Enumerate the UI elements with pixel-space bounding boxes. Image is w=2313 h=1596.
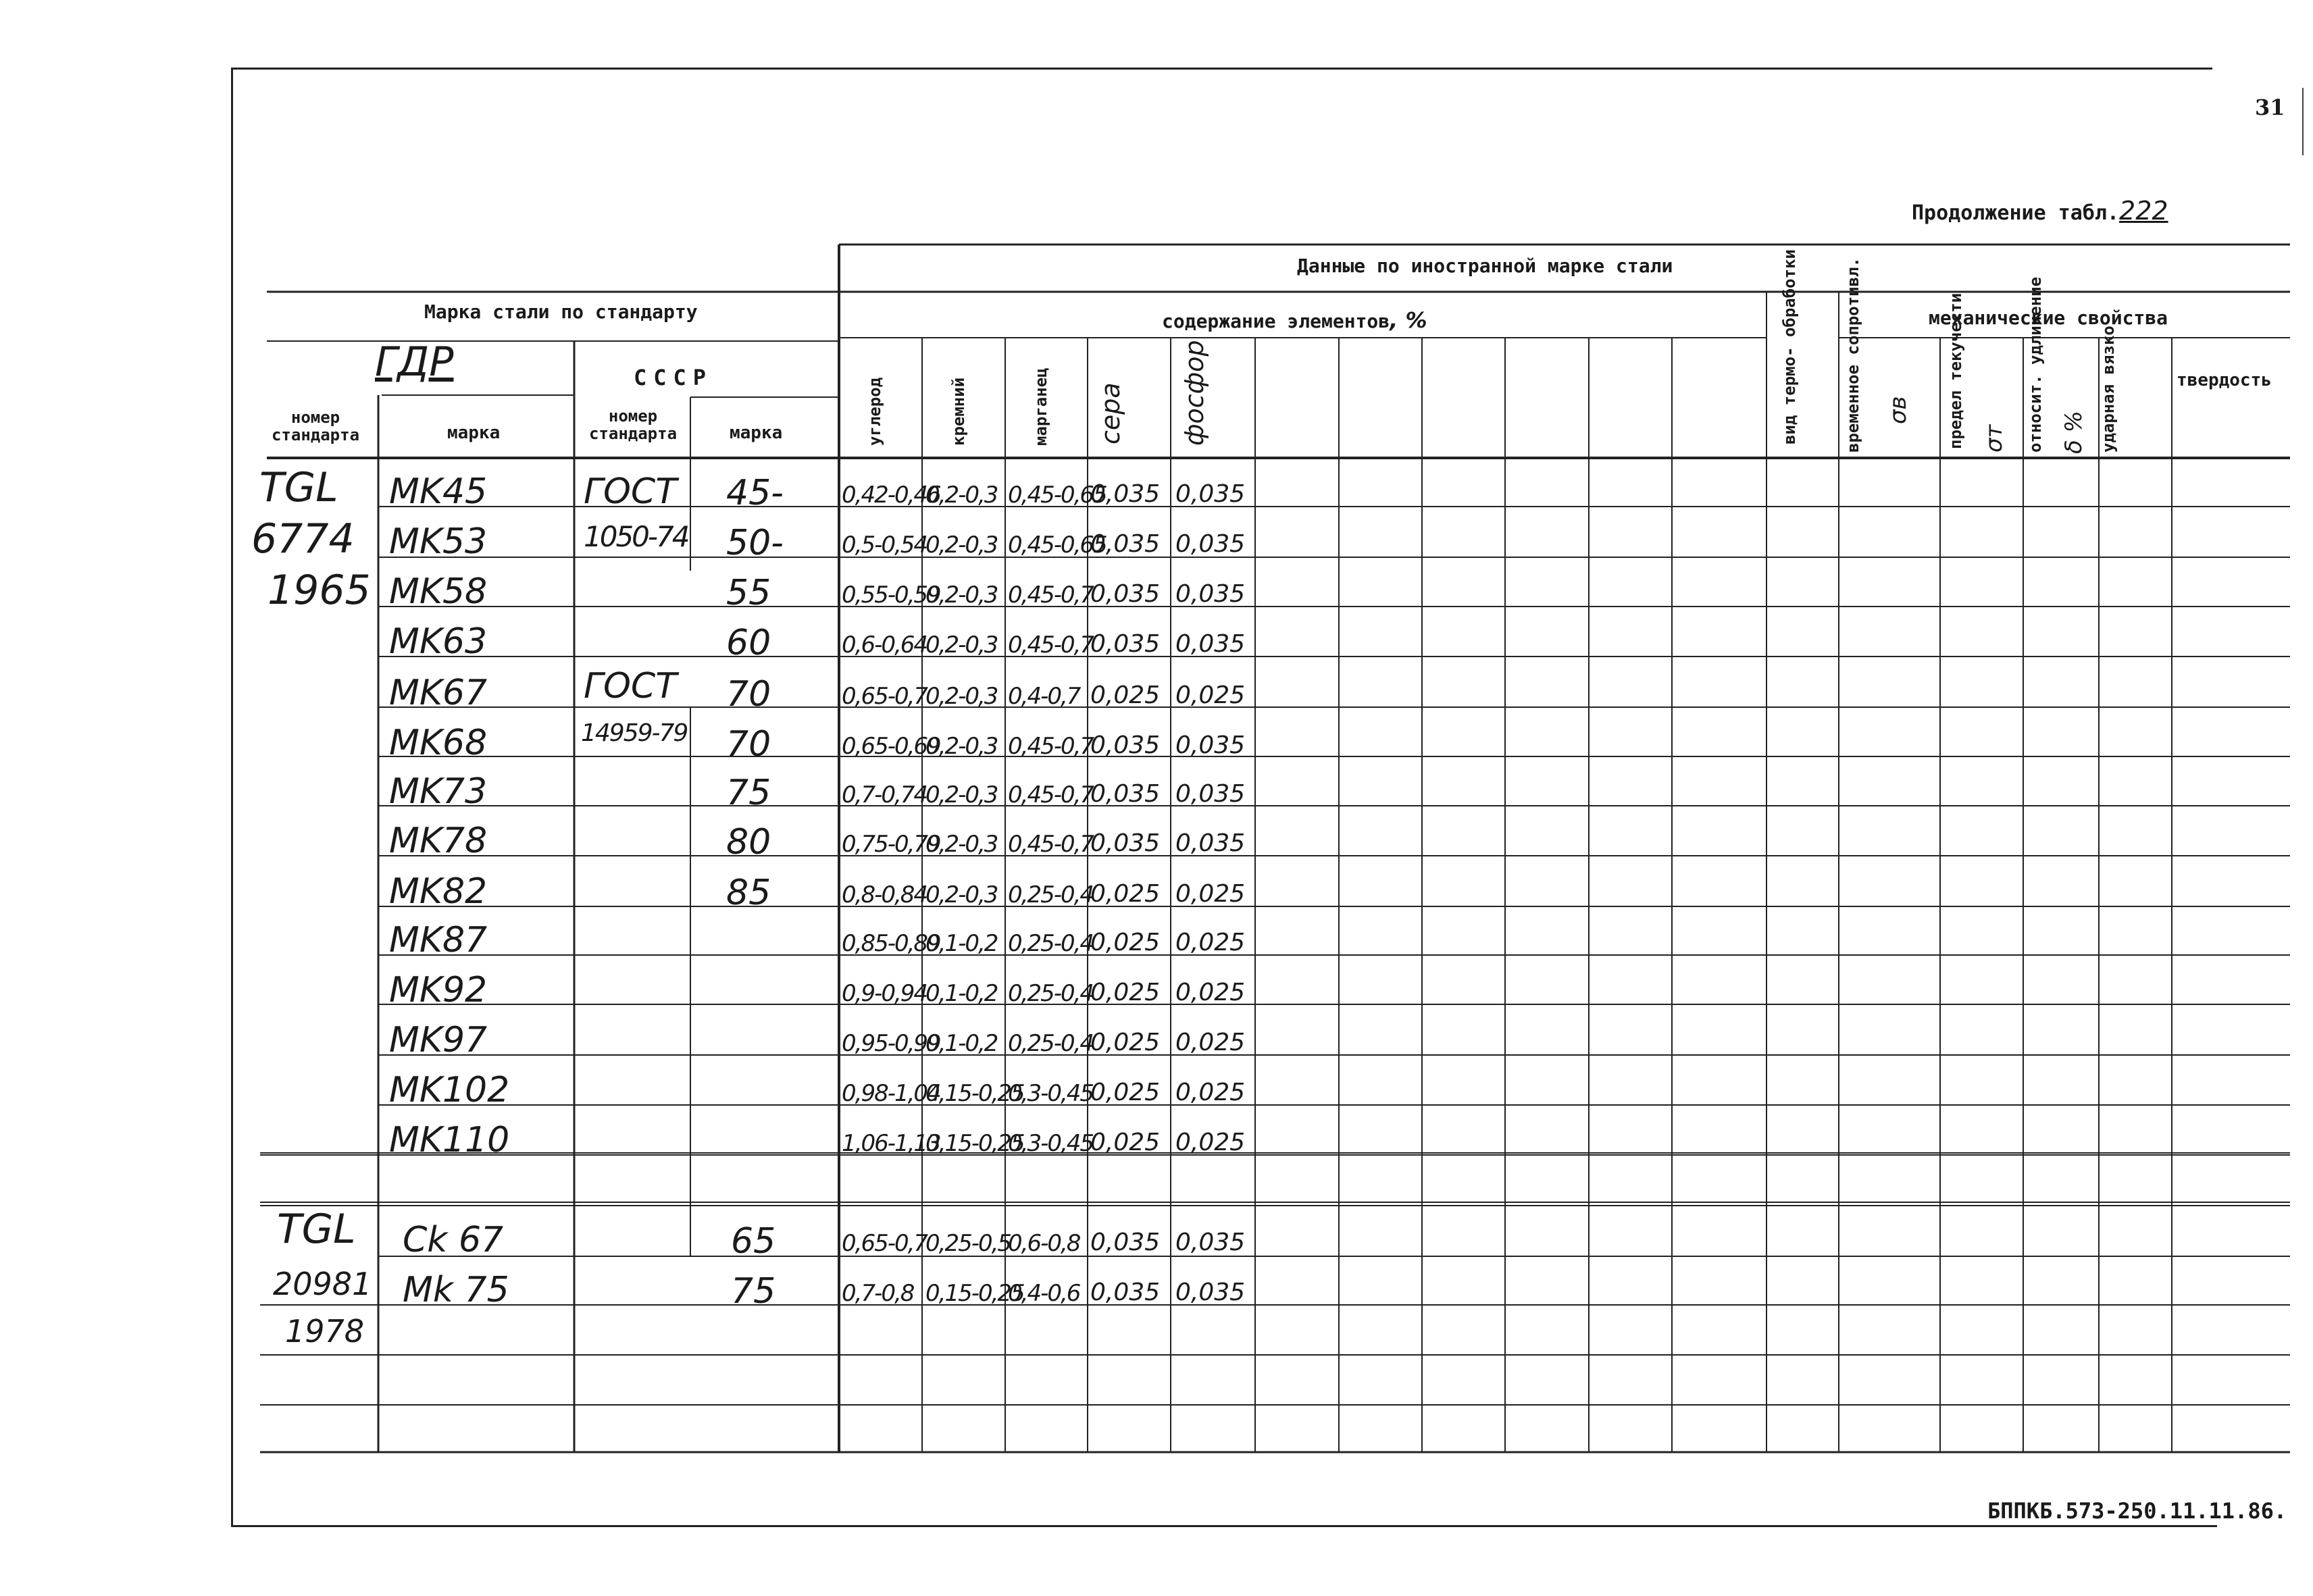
gdr-std-1-line2: 6774 [251, 515, 355, 563]
row-mn: 0,3-0,45 [1008, 1080, 1094, 1107]
row-p: 0,035 [1175, 731, 1246, 759]
row-p: 0,035 [1175, 630, 1246, 658]
row-grade: MK53 [389, 521, 488, 562]
row-mn: 0,45-0,7 [1008, 582, 1094, 609]
row-c: 0,65-0,7 [842, 1230, 927, 1257]
row-s: 0,025 [1090, 1079, 1161, 1106]
row-c: 0,75-0,79 [842, 831, 940, 858]
row-p: 0,035 [1175, 1229, 1246, 1256]
mech-properties-header: механические свойства [1929, 307, 2168, 329]
gdr-std-1-line1: TGL [259, 464, 338, 511]
row-mn: 0,45-0,65 [1008, 532, 1107, 559]
row-s: 0,035 [1090, 731, 1161, 759]
row-p: 0,035 [1175, 829, 1246, 857]
header-silicon: кремний [949, 377, 968, 446]
gdr-grade-header: марка [447, 423, 501, 443]
row-s: 0,025 [1090, 1129, 1161, 1156]
row-s: 0,035 [1090, 580, 1161, 608]
row-grade: MK67 [389, 673, 488, 713]
row-mn: 0,25-0,4 [1008, 980, 1094, 1007]
elements-content-label: содержание элементов [1162, 310, 1390, 332]
row-grade: MK87 [389, 920, 488, 960]
row-grade: MK82 [389, 871, 488, 912]
ussr-std-number-header: номер стандарта [588, 407, 678, 443]
row-mn: 0,6-0,8 [1008, 1230, 1080, 1257]
document-code: БППКБ.573-250.11.11.86. [1987, 1498, 2287, 1524]
row-c: 0,98-1,04 [842, 1080, 940, 1107]
row-p: 0,025 [1175, 880, 1246, 908]
row-ussr: 65 [731, 1221, 776, 1262]
ussr-grade-header: марка [730, 423, 783, 443]
row-mn: 0,3-0,45 [1008, 1130, 1094, 1157]
row-ussr: 85 [726, 873, 771, 913]
header-hardness: твердость [2177, 370, 2272, 390]
row-si: 0,2-0,3 [925, 881, 998, 908]
row-grade: MK68 [389, 723, 488, 763]
row-mn: 0,45-0,7 [1008, 632, 1094, 659]
row-grade: MK97 [389, 1020, 488, 1060]
row-mn: 0,4-0,7 [1008, 683, 1080, 710]
row-ussr: 70 [726, 724, 771, 765]
row-grade: MK45 [389, 471, 488, 512]
header-elongation-symbol: δ % [2060, 411, 2087, 454]
header-tensile: временное сопротивл. [1844, 257, 1862, 453]
gost-1-line1: ГОСТ [584, 471, 677, 512]
gdr-std-number-header: номер стандарта [271, 408, 360, 444]
row-si: 0,2-0,3 [925, 831, 998, 858]
row-c: 0,65-0,7 [842, 683, 927, 710]
row-c: 0,9-0,94 [842, 980, 927, 1007]
row-c: 1,06-1,13 [842, 1130, 940, 1157]
row-mn: 0,25-0,4 [1008, 930, 1094, 957]
row-mn: 0,45-0,7 [1008, 781, 1094, 808]
country-gdr: ГДР [375, 338, 454, 386]
row-s: 0,035 [1090, 829, 1161, 857]
row-c: 0,85-0,89 [842, 930, 940, 957]
row-s: 0,035 [1090, 480, 1161, 508]
foreign-data-header: Данные по иностранной марке стали [1297, 255, 1673, 277]
row-grade: Mk 75 [403, 1270, 509, 1310]
row-c: 0,7-0,8 [842, 1280, 914, 1307]
gdr-std-2-line1: TGL [277, 1206, 356, 1253]
header-phosphorus: фосфор [1179, 340, 1209, 446]
row-grade: MK73 [389, 771, 488, 812]
row-p: 0,025 [1175, 1079, 1246, 1106]
row-si: 0,2-0,3 [925, 781, 998, 808]
row-si: 0,2-0,3 [925, 532, 998, 559]
row-s: 0,025 [1090, 929, 1161, 956]
row-ussr: 50- [726, 523, 784, 563]
row-s: 0,025 [1090, 880, 1161, 908]
row-c: 0,8-0,84 [842, 881, 927, 908]
row-si: 0,25-0,5 [925, 1230, 1011, 1257]
row-s: 0,025 [1090, 1029, 1161, 1056]
row-si: 0,2-0,3 [925, 733, 998, 760]
row-c: 0,65-0,69 [842, 733, 940, 760]
row-si: 0,15-0,25 [925, 1280, 1024, 1307]
row-si: 0,15-0,25 [925, 1080, 1024, 1107]
page-number: 31 [2255, 95, 2285, 120]
header-yield: предел текучести [1946, 292, 1965, 449]
row-s: 0,035 [1090, 630, 1161, 658]
row-grade: MK58 [389, 571, 488, 612]
row-p: 0,025 [1175, 979, 1246, 1006]
header-yield-symbol: σт [1981, 424, 2008, 453]
gost-1-line2: 1050-74 [584, 520, 688, 553]
row-si: 0,2-0,3 [925, 632, 998, 659]
row-ussr: 45- [726, 473, 784, 513]
row-grade: MK63 [389, 621, 488, 662]
gost-2-line1: ГОСТ [584, 666, 677, 706]
row-c: 0,95-0,99 [842, 1030, 940, 1057]
row-s: 0,025 [1090, 681, 1161, 709]
gdr-std-1-line3: 1965 [268, 567, 371, 614]
elements-content-header [1162, 309, 1427, 331]
row-p: 0,025 [1175, 1129, 1246, 1156]
row-mn: 0,25-0,4 [1008, 881, 1094, 908]
row-s: 0,035 [1090, 1279, 1161, 1306]
row-si: 0,15-0,25 [925, 1130, 1024, 1157]
row-s: 0,025 [1090, 979, 1161, 1006]
row-si: 0,1-0,2 [925, 1030, 998, 1057]
row-ussr: 60 [726, 623, 771, 663]
row-ussr: 80 [726, 822, 771, 863]
gost-2-line2: 14959-79 [581, 719, 688, 747]
row-grade: MK110 [389, 1120, 510, 1160]
row-ussr: 70 [726, 674, 771, 715]
header-carbon: углерод [865, 377, 884, 446]
row-p: 0,025 [1175, 929, 1246, 956]
elements-unit: , % [1390, 307, 1427, 333]
row-c: 0,6-0,64 [842, 632, 927, 659]
row-ussr: 75 [726, 773, 771, 813]
row-p: 0,035 [1175, 480, 1246, 508]
row-si: 0,2-0,3 [925, 582, 998, 609]
row-p: 0,035 [1175, 530, 1246, 558]
header-impact: ударная вязко [2099, 326, 2118, 453]
row-mn: 0,25-0,4 [1008, 1030, 1094, 1057]
gdr-std-2-line3: 1978 [285, 1313, 365, 1349]
row-grade: MK92 [389, 970, 488, 1010]
row-s: 0,035 [1090, 780, 1161, 808]
row-p: 0,035 [1175, 780, 1246, 808]
row-grade: Ck 67 [403, 1220, 504, 1260]
row-mn: 0,45-0,7 [1008, 831, 1094, 858]
row-si: 0,1-0,2 [925, 930, 998, 957]
row-si: 0,2-0,3 [925, 482, 998, 509]
row-si: 0,1-0,2 [925, 980, 998, 1007]
row-s: 0,035 [1090, 530, 1161, 558]
row-c: 0,7-0,74 [842, 781, 927, 808]
row-mn: 0,45-0,7 [1008, 733, 1094, 760]
header-heat-treatment: вид термо- обработки [1780, 249, 1799, 444]
continuation-text: Продолжение табл. [1912, 201, 2120, 225]
row-p: 0,025 [1175, 681, 1246, 709]
gdr-std-2-line2: 20981 [273, 1266, 372, 1302]
header-tensile-symbol: σв [1885, 396, 1912, 424]
row-si: 0,2-0,3 [925, 683, 998, 710]
country-ussr: СССР [634, 365, 713, 390]
row-grade: MK78 [389, 821, 488, 861]
row-p: 0,035 [1175, 580, 1246, 608]
row-c: 0,42-0,46 [842, 482, 940, 509]
header-sulfur: сера [1096, 382, 1125, 444]
steel-grade-header: Марка стали по стандарту [424, 301, 698, 323]
row-mn: 0,4-0,6 [1008, 1280, 1080, 1307]
row-mn: 0,45-0,65 [1008, 482, 1107, 509]
header-elongation: относит. удлинение [2026, 276, 2045, 453]
row-c: 0,55-0,59 [842, 582, 940, 609]
row-p: 0,035 [1175, 1279, 1246, 1306]
row-ussr: 55 [726, 573, 771, 613]
row-grade: MK102 [389, 1070, 510, 1110]
row-ussr: 75 [731, 1271, 776, 1312]
header-manganese: марганец [1032, 367, 1050, 446]
row-c: 0,5-0,54 [842, 532, 927, 559]
table-number: 222 [2119, 196, 2168, 226]
row-s: 0,035 [1090, 1229, 1161, 1256]
row-p: 0,025 [1175, 1029, 1246, 1056]
